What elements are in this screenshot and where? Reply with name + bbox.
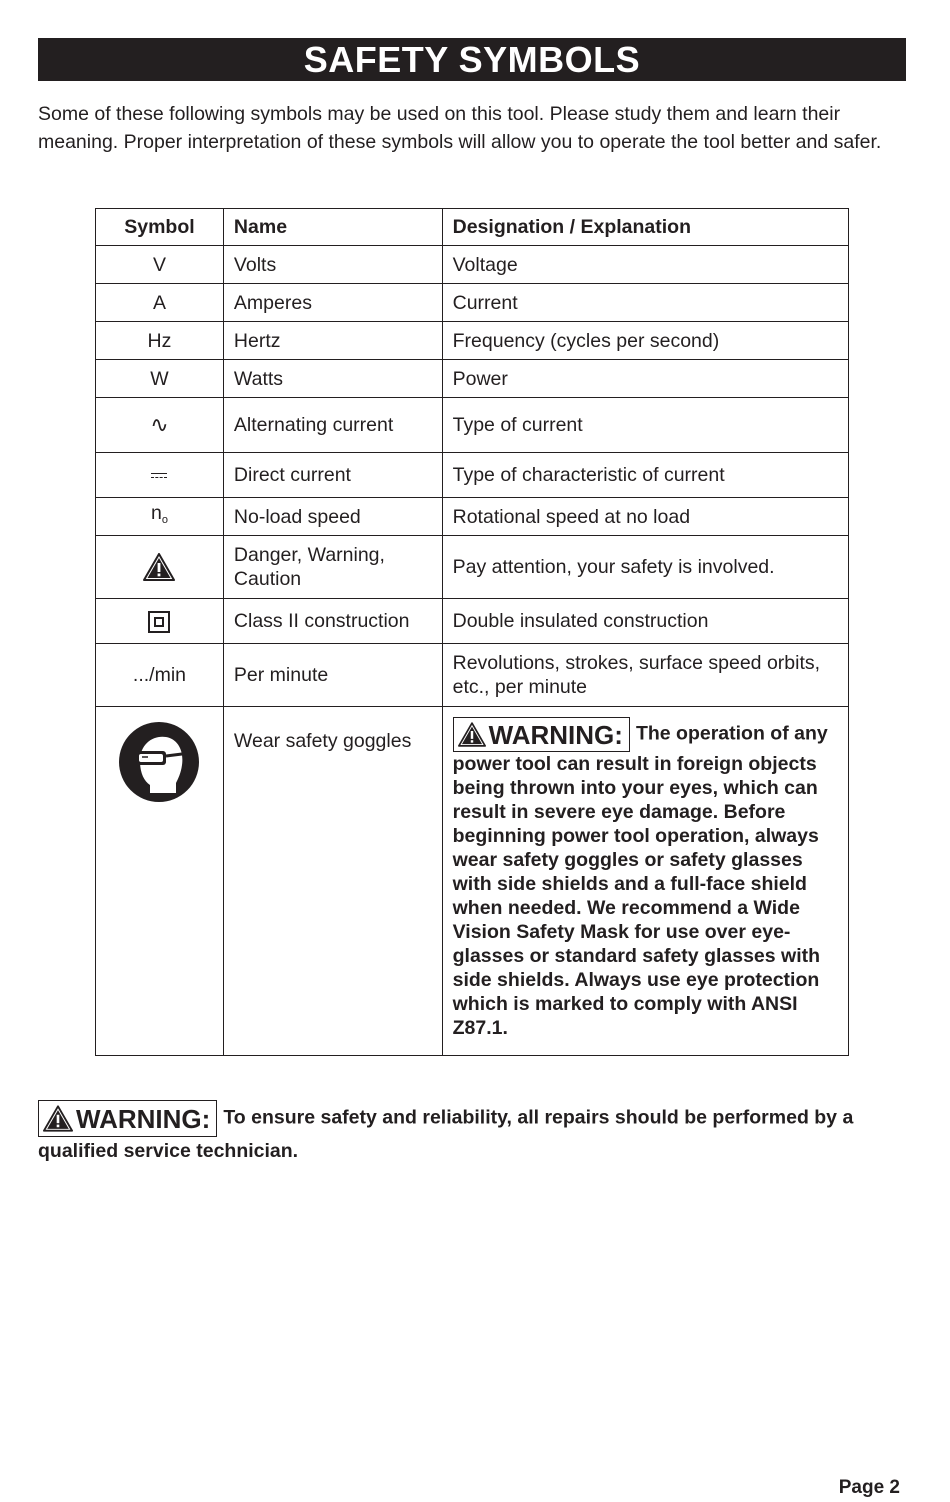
explanation-cell: Type of characteristic of current: [442, 453, 848, 498]
class-ii-construction-icon: [148, 611, 170, 633]
symbol-cell: [96, 453, 224, 498]
warning-triangle-icon: [43, 1105, 73, 1132]
explanation-cell: [442, 707, 848, 1056]
table-row: [96, 599, 849, 644]
explanation-cell: Rotational speed at no load: [442, 498, 848, 536]
symbol-cell: [96, 536, 224, 599]
explanation-cell: Pay attention, your safety is involved.: [442, 536, 848, 599]
name-cell: Direct current: [223, 453, 442, 498]
explanation-cell: Voltage: [442, 246, 848, 284]
symbol-cell: W: [96, 360, 224, 398]
name-cell: Danger, Warning, Caution: [223, 536, 442, 599]
explanation-cell: Type of current: [442, 398, 848, 453]
symbol-cell: [96, 599, 224, 644]
name-cell: Class II construction: [223, 599, 442, 644]
table-row: [96, 644, 849, 707]
name-cell: Hertz: [223, 322, 442, 360]
no-load-symbol: n: [150, 502, 162, 524]
name-cell: Volts: [223, 246, 442, 284]
warning-badge: [453, 717, 630, 752]
table-row: [96, 322, 849, 360]
explanation-cell: Double insulated construction: [442, 599, 848, 644]
warning-badge: [38, 1100, 217, 1137]
explanation-cell: Frequency (cycles per second): [442, 322, 848, 360]
warning-label: WARNING:: [488, 719, 623, 750]
table-header-row: [96, 209, 849, 246]
symbol-cell: [96, 398, 224, 453]
intro-paragraph: Some of these following symbols may be used on this tool. Please study them and learn their meaning. Proper interpretation of these symbols will allow you to operate the tool better and safer.: [38, 103, 882, 153]
name-cell: No-load speed: [223, 498, 442, 536]
page-title: SAFETY SYMBOLS: [38, 38, 906, 81]
alternating-current-icon: ∿: [150, 411, 169, 437]
header-name: Name: [223, 209, 442, 246]
table-row: [96, 360, 849, 398]
name-cell: Watts: [223, 360, 442, 398]
table-row: [96, 536, 849, 599]
name-cell: Amperes: [223, 284, 442, 322]
explanation-cell: Revolutions, strokes, surface speed orbits, etc., per minute: [442, 644, 848, 707]
explanation-cell: Power: [442, 360, 848, 398]
table-row: [96, 707, 849, 1056]
symbol-cell: [96, 498, 224, 536]
safety-goggles-icon: [118, 721, 200, 803]
direct-current-icon: [151, 472, 167, 480]
table-row: [96, 453, 849, 498]
symbol-cell: [96, 707, 224, 1056]
no-load-subscript: o: [161, 514, 168, 526]
explanation-cell: Current: [442, 284, 848, 322]
warning-triangle-icon: [143, 553, 175, 581]
header-symbol: Symbol: [96, 209, 224, 246]
footer-warning-text: To ensure safety and reliability, all repairs should be performed by a qualified service technician.: [38, 1106, 854, 1162]
table-row: [96, 246, 849, 284]
name-cell: Per minute: [223, 644, 442, 707]
warning-triangle-icon: [458, 722, 486, 747]
page-number: Page 2: [838, 1477, 900, 1498]
warning-label: WARNING:: [76, 1103, 211, 1134]
header-explanation: Designation / Explanation: [442, 209, 848, 246]
name-cell: Wear safety goggles: [223, 707, 442, 1056]
name-cell: Alternating current: [223, 398, 442, 453]
safety-symbols-table: [95, 208, 849, 1056]
table-row: [96, 498, 849, 536]
symbol-cell: .../min: [96, 644, 224, 707]
table-row: [96, 284, 849, 322]
symbol-cell: V: [96, 246, 224, 284]
table-row: [96, 398, 849, 453]
symbol-cell: Hz: [96, 322, 224, 360]
symbol-cell: A: [96, 284, 224, 322]
footer-warning: [38, 1100, 918, 1165]
goggles-warning-text: The operation of any power tool can result in foreign objects being thrown into your eyes, which can result in severe eye damage. Before beginning power tool operation, always wear safety goggles or safety glasses with side shields and a full-face shield when needed. We recommend a Wide Vision Safety Mask for use over eye-glasses or standard safety glasses with side shields. Always use eye protection which is marked to comply with ANSI Z87.1.: [452, 722, 828, 1039]
